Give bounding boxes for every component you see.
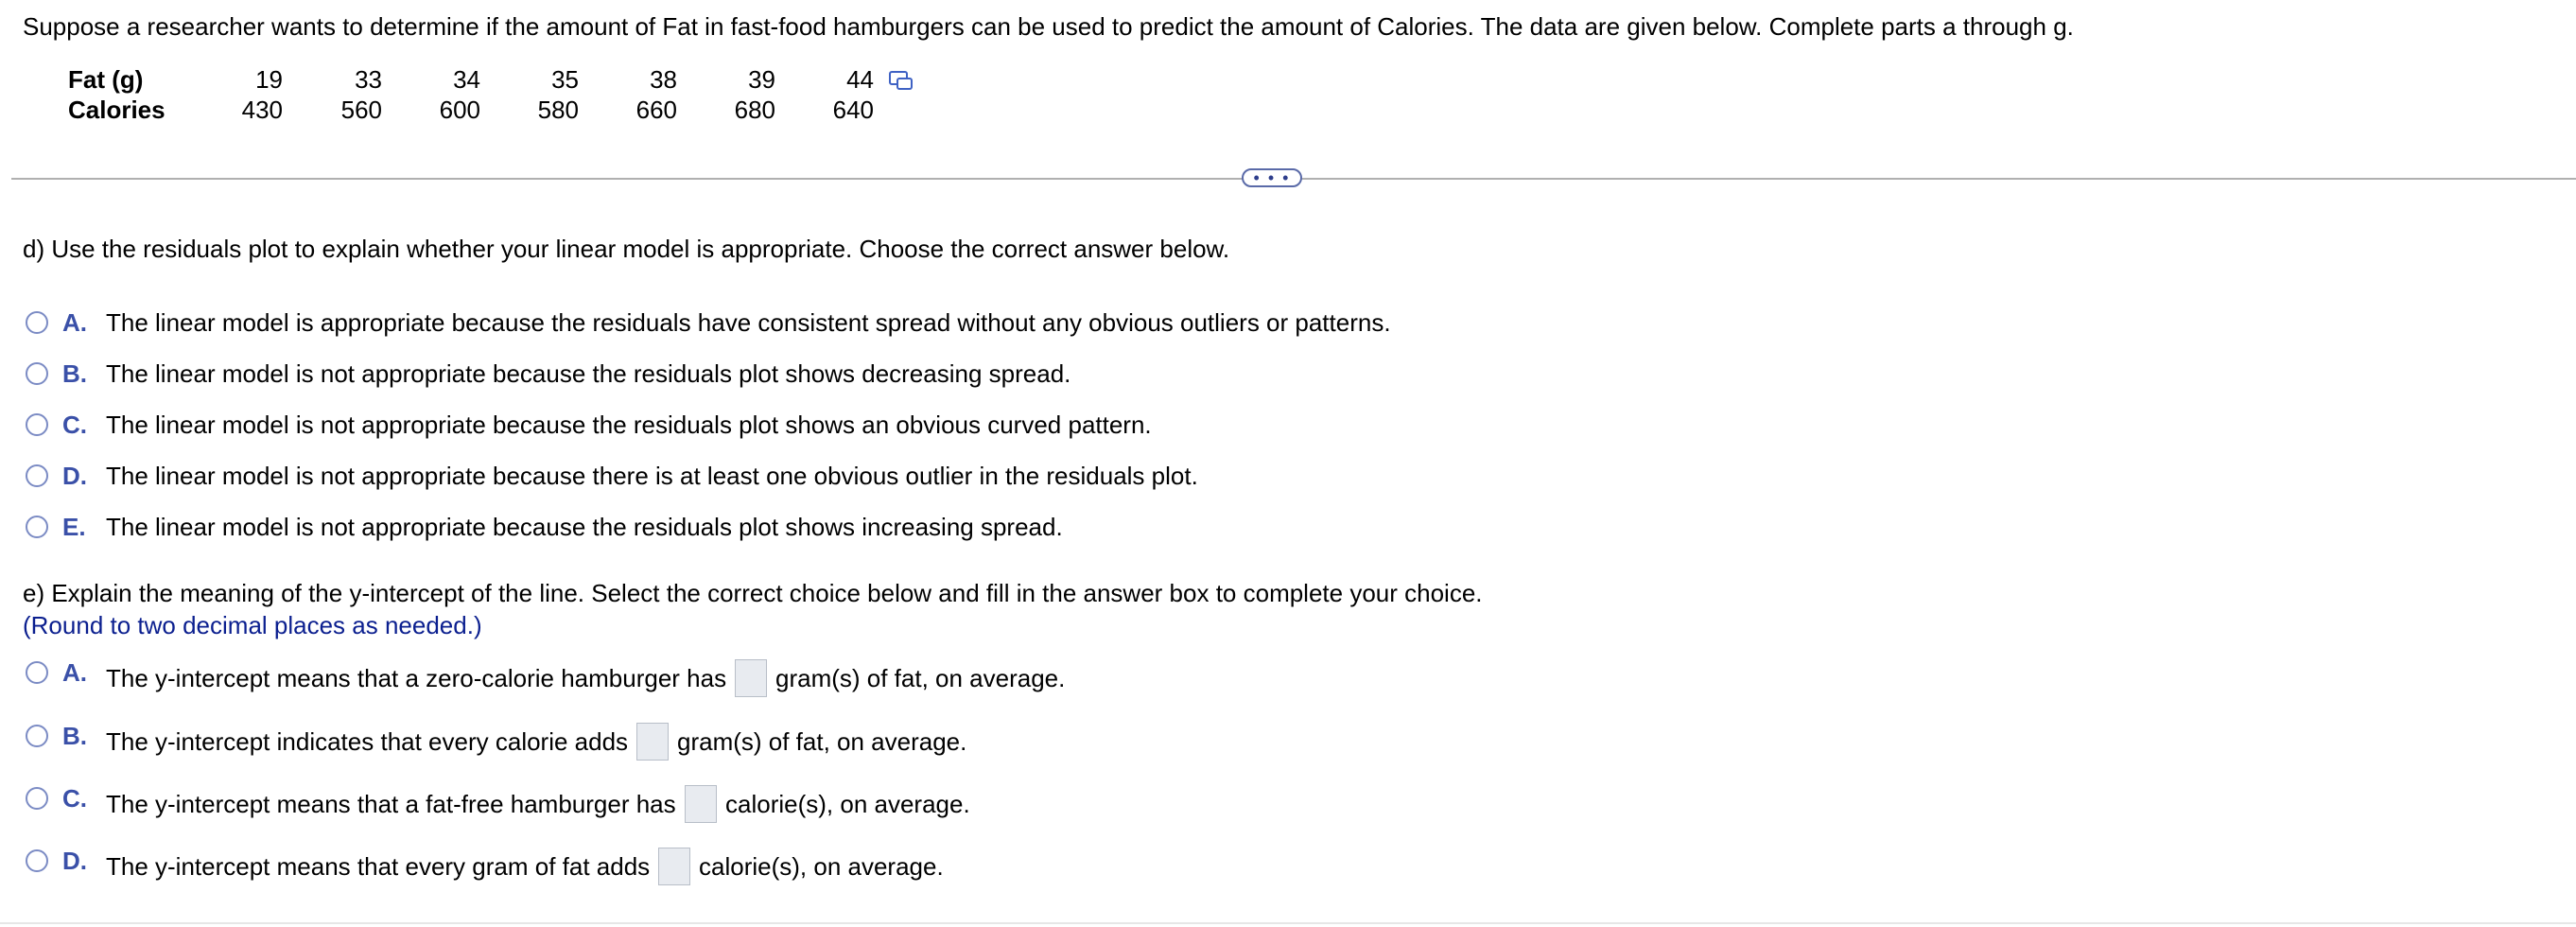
table-cell-calories: 680 — [734, 96, 775, 124]
part-d-letter-c: C. — [62, 411, 87, 439]
part-e-letter-b: B. — [62, 722, 87, 750]
table-cell-calories: 430 — [241, 96, 283, 124]
part-e-radio-c[interactable] — [26, 787, 48, 810]
table-cell-fat: 39 — [748, 65, 775, 94]
part-d-radio-d[interactable] — [26, 464, 48, 487]
table-cell-calories: 660 — [635, 96, 677, 124]
part-e-letter-d: D. — [62, 847, 87, 875]
part-d-letter-e: E. — [62, 513, 86, 541]
part-e-option-a-suffix: gram(s) of fat, on average. — [775, 664, 1066, 692]
table-label-fat: Fat (g) — [68, 65, 144, 94]
part-e-radio-b[interactable] — [26, 725, 48, 747]
part-e-radio-a[interactable] — [26, 661, 48, 684]
part-e-answer-box-a[interactable] — [735, 659, 767, 697]
part-d-letter-b: B. — [62, 359, 87, 388]
table-label-calories: Calories — [68, 96, 165, 124]
table-cell-fat: 33 — [355, 65, 382, 94]
table-cell-calories: 560 — [340, 96, 382, 124]
table-cell-fat: 34 — [453, 65, 480, 94]
part-d-option-e[interactable]: The linear model is not appropriate because the residuals plot shows increasing spread. — [106, 513, 1063, 541]
table-cell-fat: 44 — [846, 65, 874, 94]
part-d-letter-a: A. — [62, 308, 87, 337]
part-d-option-a[interactable]: The linear model is appropriate because the residuals have consistent spread without any obvious outliers or patterns. — [106, 308, 1391, 337]
table-cell-fat: 19 — [255, 65, 283, 94]
part-e-answer-box-c[interactable] — [685, 785, 717, 823]
rounding-note: (Round to two decimal places as needed.) — [23, 611, 482, 639]
part-d-question: d) Use the residuals plot to explain whether your linear model is appropriate. Choose the correct answer below. — [23, 235, 1230, 263]
part-d-radio-b[interactable] — [26, 362, 48, 385]
part-d-radio-a[interactable] — [26, 311, 48, 334]
part-e-option-d-suffix: calorie(s), on average. — [699, 852, 944, 881]
part-d-radio-c[interactable] — [26, 413, 48, 436]
table-cell-calories: 600 — [439, 96, 480, 124]
part-d-option-c[interactable]: The linear model is not appropriate because the residuals plot shows an obvious curved pattern. — [106, 411, 1152, 439]
part-e-option-c-text[interactable]: The y-intercept means that a fat-free hamburger has — [106, 790, 676, 818]
part-d-letter-d: D. — [62, 462, 87, 490]
part-e-option-c-suffix: calorie(s), on average. — [725, 790, 970, 818]
part-e-option-b-suffix: gram(s) of fat, on average. — [677, 727, 967, 756]
part-e-option-a-text[interactable]: The y-intercept means that a zero-calorie hamburger has — [106, 664, 727, 692]
expand-content-button[interactable]: • • • — [1242, 168, 1302, 187]
part-e-option-d-text[interactable]: The y-intercept means that every gram of fat adds — [106, 852, 651, 881]
table-cell-calories: 580 — [537, 96, 579, 124]
part-d-option-d[interactable]: The linear model is not appropriate because there is at least one obvious outlier in the residuals plot. — [106, 462, 1198, 490]
table-cell-calories: 640 — [832, 96, 874, 124]
table-cell-fat: 35 — [551, 65, 579, 94]
part-e-option-b-text[interactable]: The y-intercept indicates that every calorie adds — [106, 727, 629, 756]
problem-intro: Suppose a researcher wants to determine if the amount of Fat in fast-food hamburgers can be used to predict the amount of Calories. The data are given below. Complete parts a through g. — [23, 12, 2074, 41]
part-e-question: e) Explain the meaning of the y-intercept of the line. Select the correct choice below and fill in the answer box to complete your choice. — [23, 579, 1483, 607]
copy-data-icon[interactable] — [889, 70, 914, 91]
bottom-divider — [0, 922, 2576, 924]
part-e-answer-box-b[interactable] — [636, 723, 669, 761]
part-e-letter-a: A. — [62, 658, 87, 687]
part-e-answer-box-d[interactable] — [658, 848, 690, 885]
part-e-letter-c: C. — [62, 784, 87, 813]
table-cell-fat: 38 — [650, 65, 677, 94]
part-d-option-b[interactable]: The linear model is not appropriate because the residuals plot shows decreasing spread. — [106, 359, 1071, 388]
part-e-radio-d[interactable] — [26, 849, 48, 872]
part-d-radio-e[interactable] — [26, 516, 48, 538]
